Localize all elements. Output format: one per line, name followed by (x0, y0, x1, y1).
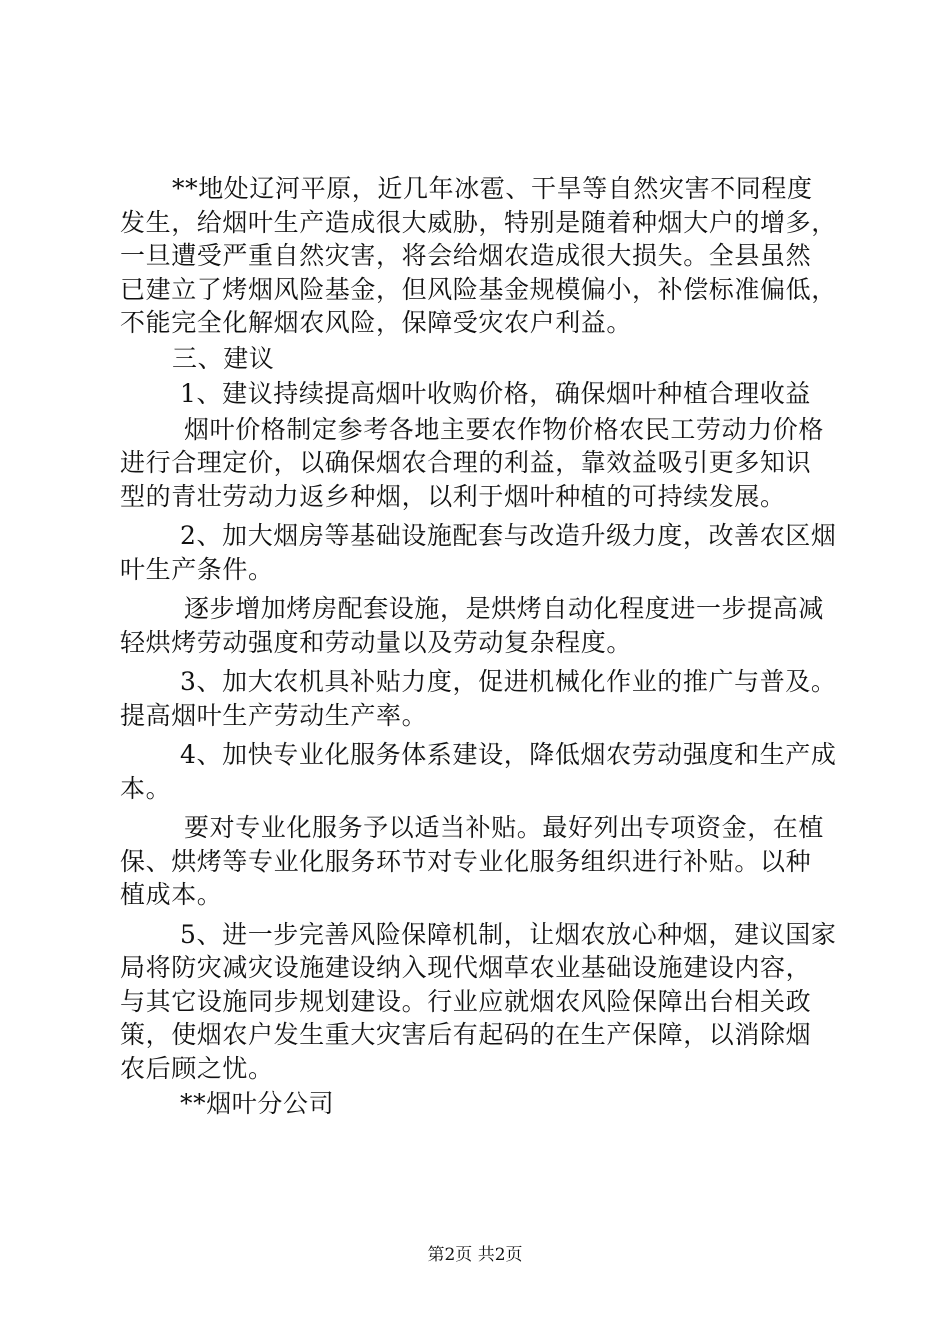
document-body (120, 172, 837, 1121)
page-number-label: 第2页 共2页 (427, 1245, 523, 1265)
paragraph-line: 一旦遭受严重自然灾害，将会给烟农造成很大损失。全县虽然 (120, 241, 812, 270)
page-footer (0, 1244, 950, 1266)
numbered-item-heading: 5、进一步完善风险保障机制，让烟农放心种烟，建议国家 (180, 919, 837, 949)
paragraph-line: 策，使烟农户发生重大灾害后有起码的在生产保障，以消除烟 (120, 1020, 812, 1049)
paragraph-line: 农后顾之忧。 (120, 1053, 274, 1083)
paragraph-line: 烟叶价格制定参考各地主要农作物价格农民工劳动力价格 (184, 414, 825, 444)
paragraph-line: 与其它设施同步规划建设。行业应就烟农风险保障出台相关政 (120, 986, 812, 1016)
paragraph-line: 已建立了烤烟风险基金，但风险基金规模偏小，补偿标准偏低， (120, 274, 837, 304)
paragraph-line: 进行合理定价，以确保烟农合理的利益，靠效益吸引更多知识 (120, 448, 812, 477)
signature-line: **烟叶分公司 (180, 1089, 335, 1118)
numbered-item-heading: 4、加快专业化服务体系建设，降低烟农劳动强度和生产成 (180, 740, 837, 769)
numbered-item-heading: 3、加大农机具补贴力度，促进机械化作业的推广与普及。 (180, 667, 837, 696)
paragraph-line: 型的青壮劳动力返乡种烟，以利于烟叶种植的可持续发展。 (120, 481, 786, 511)
numbered-item-heading: 2、加大烟房等基础设施配套与改造升级力度，改善农区烟 (180, 521, 837, 550)
paragraph-line: 轻烘烤劳动强度和劳动量以及劳动复杂程度。 (120, 627, 633, 657)
paragraph-line: 不能完全化解烟农风险，保障受灾农户利益。 (120, 308, 633, 337)
paragraph-line: **地处辽河平原，近几年冰雹、干旱等自然灾害不同程度 (172, 174, 813, 203)
numbered-item-heading: 1、建议持续提高烟叶收购价格，确保烟叶种植合理收益 (180, 379, 811, 408)
paragraph-line: 植成本。 (120, 880, 223, 909)
paragraph-line: 提高烟叶生产劳动生产率。 (120, 700, 428, 730)
paragraph-line: 叶生产条件。 (120, 554, 274, 584)
paragraph-line: 逐步增加烤房配套设施，是烘烤自动化程度进一步提高减 (184, 594, 825, 623)
paragraph-line: 保、烘烤等专业化服务环节对专业化服务组织进行补贴。以种 (120, 846, 812, 876)
paragraph-line: 发生，给烟叶生产造成很大威胁，特别是随着种烟大户的增多， (120, 207, 837, 237)
paragraph-line: 要对专业化服务予以适当补贴。最好列出专项资金，在植 (184, 813, 825, 842)
section-heading: 三、建议 (172, 343, 275, 373)
paragraph-line: 局将防灾减灾设施建设纳入现代烟草农业基础设施建设内容， (120, 953, 812, 982)
paragraph-line: 本。 (120, 773, 172, 803)
